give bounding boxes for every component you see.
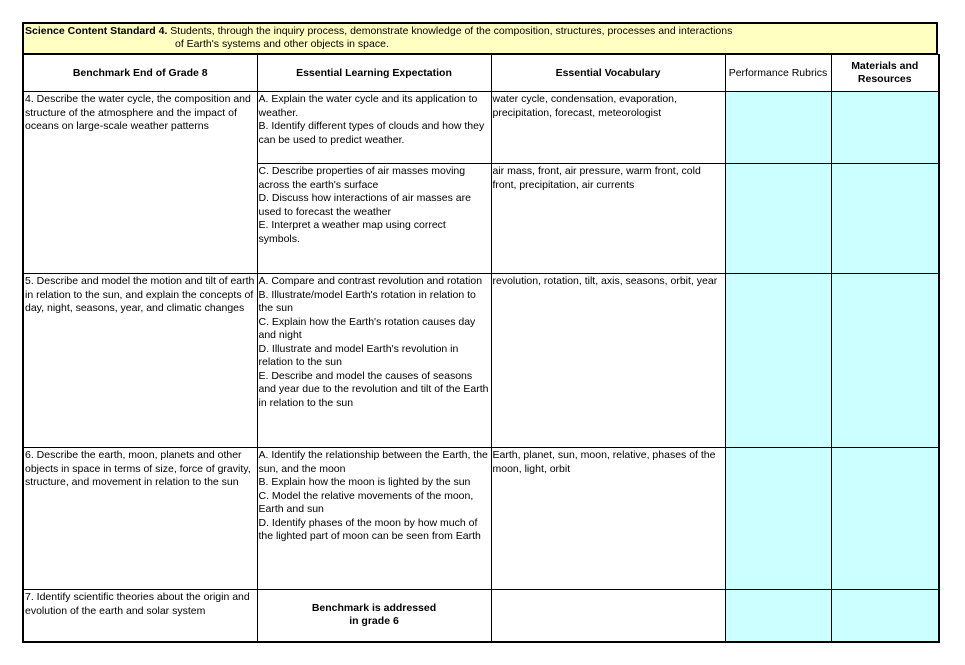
materials-cell [831, 274, 939, 448]
expectation-cell: A. Compare and contrast revolution and rotation B. Illustrate/model Earth's rotation in relation to the sun C. Explain how the Earth's rotation causes day and night D. Illustrate and model Earth's revolution in relation to the sun E. Describe and model the causes of seasons and year due to the revolution and tilt of the Earth in relation to the sun [257, 274, 491, 448]
rubric-cell [725, 274, 831, 448]
col-header-rubrics: Performance Rubrics [725, 55, 831, 92]
expectation-cell: A. Identify the relationship between the Earth, the sun, and the moon B. Explain how the moon is lighted by the sun C. Model the relative movements of the moon, Earth and sun D. Identify phases of the moon by how much of the lighted part of moon can be seen from Earth [257, 448, 491, 590]
col-header-benchmark: Benchmark End of Grade 8 [23, 55, 257, 92]
table-row [23, 590, 939, 642]
benchmark-cell: 5. Describe and model the motion and tilt of earth in relation to the sun, and explain the concepts of day, night, seasons, year, and climatic changes [23, 274, 257, 448]
col-header-vocabulary: Essential Vocabulary [491, 55, 725, 92]
standard-label: Science Content Standard 4. [25, 25, 168, 37]
standard-text-line2: of Earth's systems and other objects in space. [175, 38, 389, 50]
materials-cell [831, 164, 939, 274]
standard-header [22, 22, 938, 54]
benchmark-cell: 6. Describe the earth, moon, planets and other objects in space in terms of size, force of gravity, structure, and movement in relation to the sun [23, 448, 257, 590]
table-row [23, 92, 939, 164]
standard-text-line1: Students, through the inquiry process, demonstrate knowledge of the composition, structures, processes and interactions [167, 25, 733, 37]
standards-sheet [22, 22, 938, 643]
materials-cell [831, 590, 939, 642]
rubric-cell [725, 448, 831, 590]
materials-cell [831, 448, 939, 590]
grade-note-cell: Benchmark is addressed in grade 6 [257, 590, 491, 642]
benchmark-cell: 7. Identify scientific theories about the origin and evolution of the earth and solar system [23, 590, 257, 642]
vocabulary-cell: water cycle, condensation, evaporation, precipitation, forecast, meteorologist [491, 92, 725, 164]
table-row [23, 274, 939, 448]
column-header-row [23, 55, 939, 92]
rubric-cell [725, 92, 831, 164]
materials-cell [831, 92, 939, 164]
benchmark-cell: 4. Describe the water cycle, the composition and structure of the atmosphere and the impact of oceans on large-scale weather patterns [23, 92, 257, 274]
table-row [23, 448, 939, 590]
expectation-cell: C. Describe properties of air masses moving across the earth's surface D. Discuss how interactions of air masses are used to forecast the weather E. Interpret a weather map using correct symbols. [257, 164, 491, 274]
col-header-expectation: Essential Learning Expectation [257, 55, 491, 92]
col-header-materials: Materials and Resources [831, 55, 939, 92]
vocabulary-cell: air mass, front, air pressure, warm front, cold front, precipitation, air currents [491, 164, 725, 274]
benchmark-table [22, 54, 940, 643]
vocabulary-cell: revolution, rotation, tilt, axis, seasons, orbit, year [491, 274, 725, 448]
rubric-cell [725, 164, 831, 274]
vocabulary-cell [491, 590, 725, 642]
vocabulary-cell: Earth, planet, sun, moon, relative, phases of the moon, light, orbit [491, 448, 725, 590]
rubric-cell [725, 590, 831, 642]
expectation-cell: A. Explain the water cycle and its application to weather. B. Identify different types of clouds and how they can be used to predict weather. [257, 92, 491, 164]
